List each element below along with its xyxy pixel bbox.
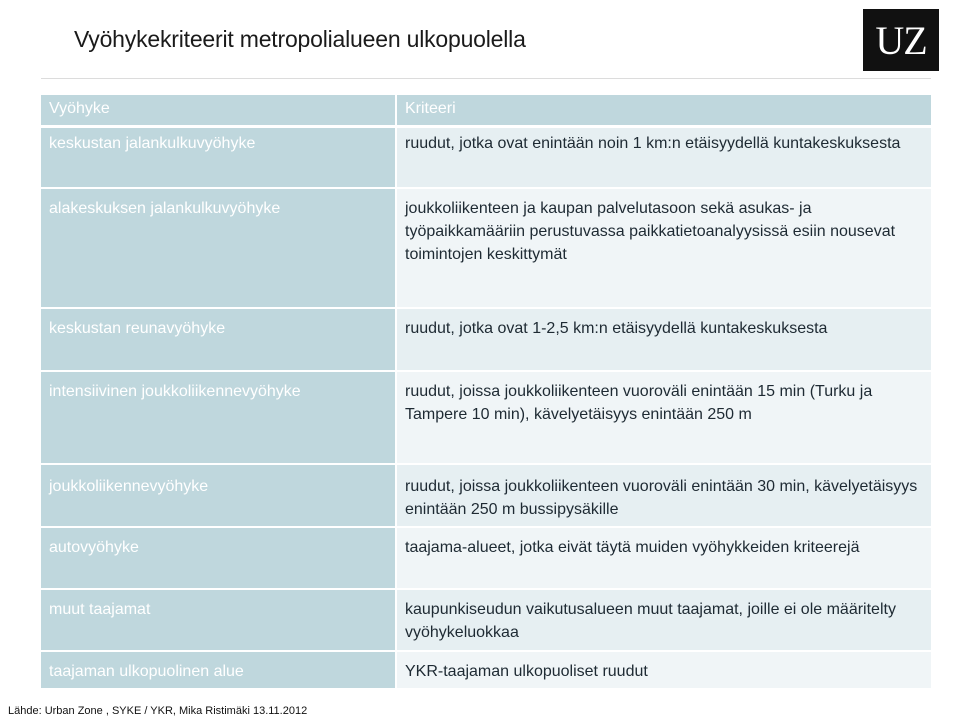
zone-cell: joukkoliikennevyöhyke	[41, 465, 397, 528]
uz-logo: UZ	[863, 9, 939, 71]
zone-criteria-table	[41, 95, 931, 690]
zone-cell: keskustan reunavyöhyke	[41, 309, 397, 372]
criteria-cell: ruudut, jotka ovat enintään noin 1 km:n etäisyydellä kuntakeskuksesta	[397, 128, 931, 189]
title-divider	[41, 78, 931, 79]
criteria-cell: taajama-alueet, jotka eivät täytä muiden vyöhykkeiden kriteerejä	[397, 528, 931, 590]
criteria-cell: kaupunkiseudun vaikutusalueen muut taajamat, joille ei ole määritelty vyöhykeluokkaa	[397, 590, 931, 652]
table-row	[41, 465, 931, 528]
zone-column-header: Vyöhyke	[41, 95, 397, 128]
zone-cell: autovyöhyke	[41, 528, 397, 590]
criteria-cell: ruudut, joissa joukkoliikenteen vuoroväli enintään 30 min, kävelyetäisyys enintään 250 m bussipysäkille	[397, 465, 931, 528]
zone-cell: taajaman ulkopuolinen alue	[41, 652, 397, 690]
zone-cell: alakeskuksen jalankulkuvyöhyke	[41, 189, 397, 309]
criteria-cell: ruudut, joissa joukkoliikenteen vuoroväli enintään 15 min (Turku ja Tampere 10 min), kävelyetäisyys enintään 250 m	[397, 372, 931, 465]
table-row	[41, 652, 931, 690]
table-row	[41, 189, 931, 309]
table-row	[41, 309, 931, 372]
table-row	[41, 528, 931, 590]
table-row	[41, 128, 931, 189]
criteria-cell: ruudut, jotka ovat 1-2,5 km:n etäisyydellä kuntakeskuksesta	[397, 309, 931, 372]
source-note: Lähde: Urban Zone , SYKE / YKR, Mika Ristimäki 13.11.2012	[8, 705, 308, 717]
slide-title: Vyöhykekriteerit metropolialueen ulkopuolella	[74, 26, 526, 52]
table-header-row	[41, 95, 931, 128]
table-row	[41, 590, 931, 652]
criteria-column-header: Kriteeri	[397, 95, 931, 128]
criteria-cell: YKR-taajaman ulkopuoliset ruudut	[397, 652, 931, 690]
zone-cell: keskustan jalankulkuvyöhyke	[41, 128, 397, 189]
criteria-cell: joukkoliikenteen ja kaupan palvelutasoon sekä asukas- ja työpaikkamääriin perustuvassa paikkatietoanalyysissä esiin nousevat toimintojen keskittymät	[397, 189, 931, 309]
zone-cell: intensiivinen joukkoliikennevyöhyke	[41, 372, 397, 465]
zone-cell: muut taajamat	[41, 590, 397, 652]
table-row	[41, 372, 931, 465]
